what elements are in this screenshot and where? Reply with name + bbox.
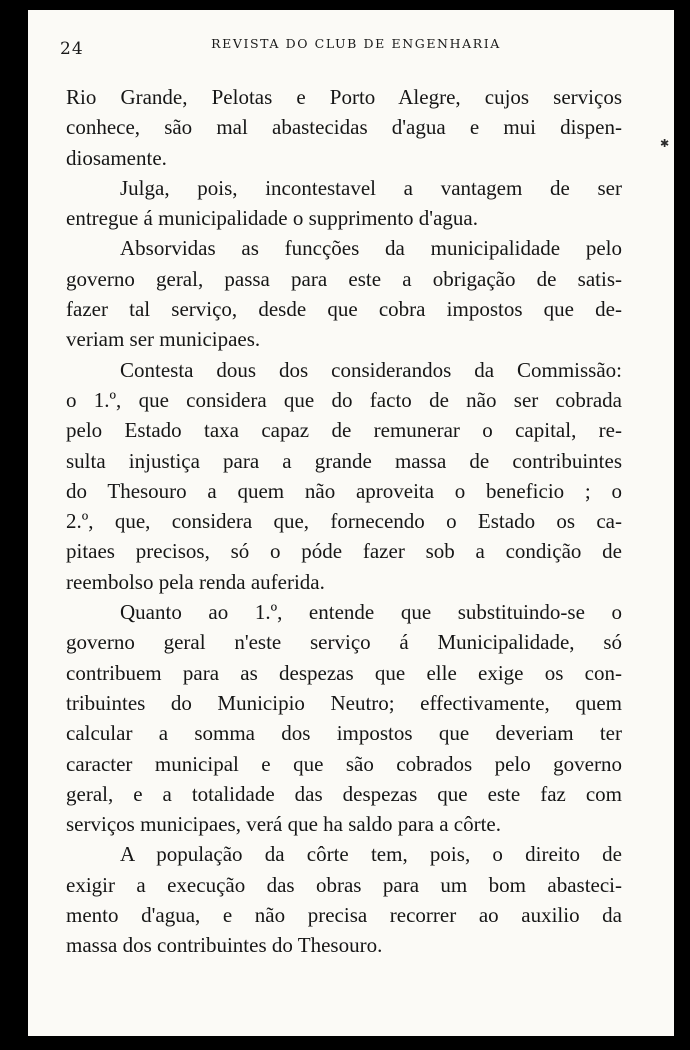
- text-line: governo geral, passa para este a obrigação de satis-: [66, 266, 622, 291]
- text-line: diosamente.: [66, 145, 167, 170]
- text-line: caracter municipal e que são cobrados pelo governo: [66, 751, 622, 776]
- paragraph: [66, 82, 622, 173]
- text-line: fazer tal serviço, desde que cobra impostos que de-: [66, 297, 622, 322]
- text-line: entregue á municipalidade o supprimento d'agua.: [66, 206, 478, 231]
- text-line: massa dos contribuintes do Thesouro.: [66, 933, 383, 958]
- text-line: pelo Estado taxa capaz de remunerar o capital, re-: [66, 418, 622, 443]
- paragraph: [66, 597, 622, 839]
- text-line: governo geral n'este serviço á Municipalidade, só: [66, 630, 622, 655]
- page-number: 24: [60, 39, 84, 59]
- text-line: Julga, pois, incontestavel a vantagem de ser: [120, 175, 622, 200]
- text-line: Quanto ao 1.º, entende que substituindo-se o: [120, 600, 622, 625]
- text-line: A população da côrte tem, pois, o direito de: [120, 842, 622, 867]
- text-line: pitaes precisos, só o póde fazer sob a condição de: [66, 539, 622, 564]
- text-line: veriam ser municipaes.: [66, 327, 261, 352]
- paragraph: [66, 233, 622, 354]
- text-line: conhece, são mal abastecidas d'agua e mui dispen-: [66, 115, 622, 140]
- text-line: contribuem para as despezas que elle exige os con-: [66, 660, 622, 685]
- text-line: sulta injustiça para a grande massa de contribuintes: [66, 448, 622, 473]
- text-line: mento d'agua, e não precisa recorrer ao auxilio da: [66, 903, 622, 928]
- text-line: tribuintes do Municipio Neutro; effectivamente, quem: [66, 690, 622, 715]
- paragraph: [66, 839, 622, 960]
- text-line: Absorvidas as funcções da municipalidade pelo: [120, 236, 622, 261]
- text-line: o 1.º, que considera que do facto de não ser cobrada: [66, 387, 622, 412]
- paragraph: [66, 173, 622, 234]
- ink-speck-mark: ✱: [660, 137, 670, 150]
- paragraph: [66, 355, 622, 597]
- text-line: Rio Grande, Pelotas e Porto Alegre, cujos serviços: [66, 85, 622, 109]
- text-line: geral, e a totalidade das despezas que este faz com: [66, 781, 622, 806]
- text-line: exigir a execução das obras para um bom abasteci-: [66, 872, 622, 897]
- article-body: [66, 82, 622, 961]
- text-line: 2.º, que, considera que, fornecendo o Estado os ca-: [66, 509, 622, 534]
- text-line: serviços municipaes, verá que ha saldo para a côrte.: [66, 812, 501, 837]
- text-line: do Thesouro a quem não aproveita o beneficio ; o: [66, 478, 622, 503]
- page-header: [56, 33, 656, 63]
- text-line: reembolso pela renda auferida.: [66, 569, 325, 594]
- text-line: Contesta dous dos considerandos da Commissão:: [120, 357, 622, 382]
- running-head: REVISTA DO CLUB DE ENGENHARIA: [211, 36, 501, 51]
- text-line: calcular a somma dos impostos que deveriam ter: [66, 721, 622, 746]
